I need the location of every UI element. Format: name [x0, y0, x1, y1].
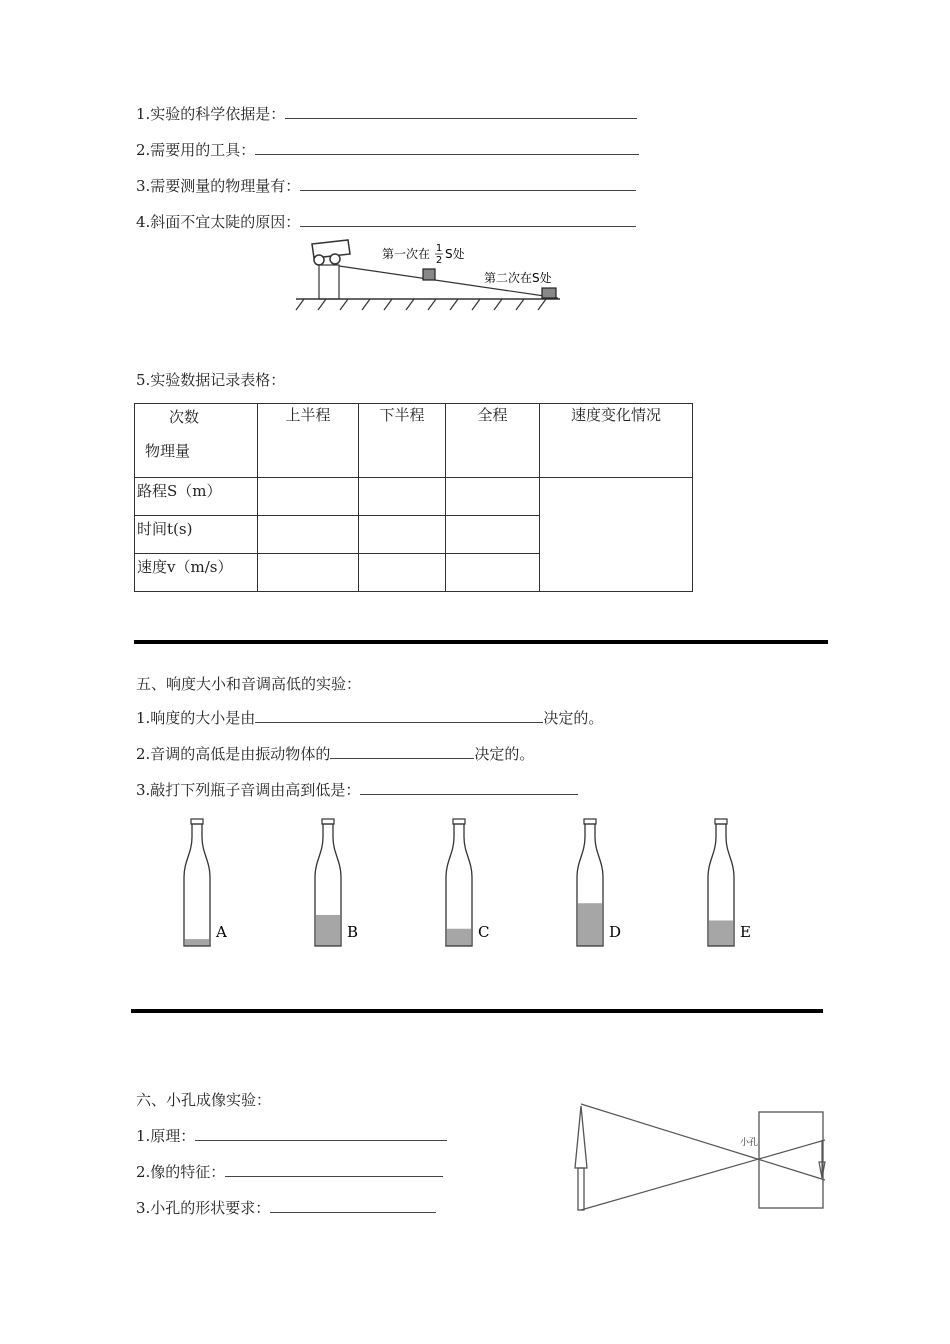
pinhole-question-3-label: 3.小孔的形状要求：	[136, 1199, 271, 1217]
corner-bottom-label: 物理量	[145, 442, 191, 460]
row-header-distance: 路程S（m）	[135, 478, 258, 516]
sound-question-1-suffix: 决定的。	[543, 709, 604, 727]
table-cell[interactable]	[446, 516, 540, 554]
pinhole-question-1-label: 1.原理：	[136, 1127, 196, 1145]
row-header-speed: 速度v（m/s）	[135, 554, 258, 592]
bottle-outline	[184, 824, 210, 946]
bottle-water	[447, 929, 471, 946]
first-fraction-denominator: 2	[435, 255, 443, 266]
pinhole-question-2	[136, 1162, 443, 1182]
sound-answer-blank-1[interactable]	[255, 708, 543, 723]
question-3	[136, 176, 636, 196]
question-4	[136, 212, 636, 232]
column-header-whole: 全程	[446, 404, 540, 478]
pinhole-answer-blank-3[interactable]	[270, 1198, 436, 1213]
incline-diagram	[290, 236, 580, 318]
bottle-label: A	[216, 923, 227, 941]
question-2	[136, 140, 639, 160]
image-arrow-icon	[819, 1140, 825, 1178]
question-3-label: 3.需要测量的物理量有：	[136, 177, 301, 195]
bottle-B	[315, 819, 358, 946]
bottle-cap	[322, 819, 334, 824]
question-2-label: 2.需要用的工具：	[136, 141, 256, 159]
table-cell[interactable]	[446, 478, 540, 516]
bottle-D	[577, 819, 621, 946]
bottle-label: E	[740, 923, 751, 941]
sound-question-2	[136, 744, 534, 764]
bottle-C	[446, 819, 489, 946]
pinhole-question-3	[136, 1198, 436, 1218]
first-position-label-a: 第一次在	[382, 247, 431, 261]
sound-question-3	[136, 780, 578, 800]
table-cell[interactable]	[446, 554, 540, 592]
answer-blank-4[interactable]	[300, 212, 636, 227]
sound-question-1-prefix: 1.响度的大小是由	[136, 709, 256, 727]
object-arrow-icon	[575, 1106, 587, 1210]
pinhole-answer-blank-1[interactable]	[195, 1126, 447, 1141]
camera-box	[759, 1112, 823, 1208]
speed-change-cell[interactable]	[540, 478, 693, 592]
pinhole-label: 小孔	[740, 1138, 759, 1148]
table-cell[interactable]	[359, 516, 446, 554]
bottle-water	[316, 915, 340, 946]
sound-answer-blank-3[interactable]	[360, 780, 578, 795]
column-header-speed-change: 速度变化情况	[540, 404, 693, 478]
row-header-time: 时间t(s)	[135, 516, 258, 554]
table-corner-cell	[135, 404, 258, 478]
support-block	[319, 265, 339, 299]
section-divider-1	[134, 640, 828, 644]
cart-icon	[312, 240, 350, 265]
bottle-cap	[453, 819, 465, 824]
first-fraction-numerator: 1	[435, 243, 443, 254]
bottle-cap	[584, 819, 596, 824]
bottle-outline	[446, 824, 472, 946]
table-title: 5.实验数据记录表格：	[136, 371, 286, 389]
sound-question-3-label: 3.敲打下列瓶子音调由高到低是：	[136, 781, 361, 799]
section-divider-2	[131, 1009, 823, 1013]
table-cell[interactable]	[359, 478, 446, 516]
column-header-second-half: 下半程	[359, 404, 446, 478]
bottle-water	[578, 903, 602, 946]
light-ray-top	[581, 1104, 825, 1180]
second-position-label: 第二次在S处	[484, 271, 552, 285]
question-1-label: 1.实验的科学依据是：	[136, 105, 286, 123]
bottle-cap	[715, 819, 727, 824]
bottle-label: B	[347, 923, 359, 941]
record-table	[134, 403, 693, 592]
corner-top-label: 次数	[169, 408, 200, 426]
bottles-figure	[170, 815, 770, 955]
pinhole-section-title: 六、小孔成像实验：	[136, 1091, 272, 1109]
pinhole-question-2-label: 2.像的特征：	[136, 1163, 226, 1181]
table-cell[interactable]	[258, 554, 359, 592]
bottle-label: D	[609, 923, 622, 941]
table-cell[interactable]	[258, 478, 359, 516]
second-stop-block	[542, 288, 556, 298]
ground-hatch	[296, 299, 546, 310]
table-cell[interactable]	[258, 516, 359, 554]
pinhole-diagram	[570, 1100, 832, 1216]
answer-blank-3[interactable]	[300, 176, 636, 191]
first-position-label-b: S处	[445, 247, 465, 261]
sound-section-title: 五、响度大小和音调高低的实验：	[136, 675, 362, 693]
bottle-A	[184, 819, 227, 946]
bottle-cap	[191, 819, 203, 824]
table-cell[interactable]	[359, 554, 446, 592]
pinhole-question-1	[136, 1126, 447, 1146]
question-4-label: 4.斜面不宜太陡的原因：	[136, 213, 301, 231]
bottle-water	[185, 939, 209, 946]
sound-answer-blank-2[interactable]	[330, 744, 474, 759]
light-ray-bottom	[581, 1140, 825, 1210]
answer-blank-1[interactable]	[285, 104, 637, 119]
pinhole-answer-blank-2[interactable]	[225, 1162, 443, 1177]
bottle-label: C	[478, 923, 490, 941]
bottle-water	[709, 920, 733, 946]
question-1	[136, 104, 637, 124]
bottle-E	[708, 819, 751, 946]
sound-question-2-prefix: 2.音调的高低是由振动物体的	[136, 745, 331, 763]
sound-question-2-suffix: 决定的。	[474, 745, 535, 763]
first-stop-block	[423, 269, 435, 280]
sound-question-1	[136, 708, 603, 728]
column-header-first-half: 上半程	[258, 404, 359, 478]
answer-blank-2[interactable]	[255, 140, 639, 155]
